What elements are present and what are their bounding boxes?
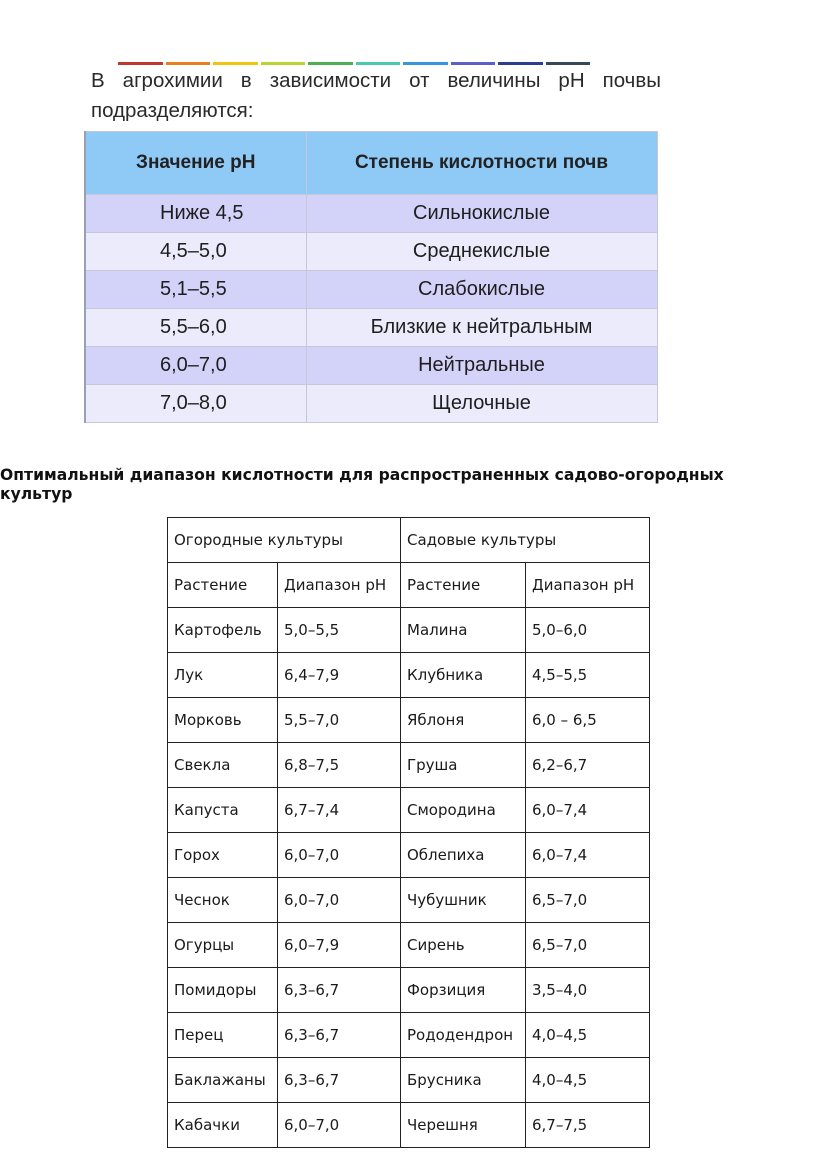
plant-header: Растение bbox=[168, 563, 278, 608]
garden-plant-name-cell: Груша bbox=[401, 743, 526, 788]
garden-plant-name-cell: Малина bbox=[401, 608, 526, 653]
garden-plant-ph-cell: 6,7–7,5 bbox=[526, 1103, 650, 1148]
vegetable-name-cell: Капуста bbox=[168, 788, 278, 833]
garden-plant-ph-cell: 6,5–7,0 bbox=[526, 878, 650, 923]
crops-table-row bbox=[168, 653, 650, 698]
acidity-degree-cell: Среднекислые bbox=[306, 233, 657, 271]
garden-plant-name-cell: Сирень bbox=[401, 923, 526, 968]
crops-table-row bbox=[168, 1058, 650, 1103]
garden-plant-name-cell: Яблоня bbox=[401, 698, 526, 743]
crops-table-row bbox=[168, 698, 650, 743]
vegetable-name-cell: Огурцы bbox=[168, 923, 278, 968]
color-segment bbox=[546, 62, 591, 65]
color-segment bbox=[403, 62, 448, 65]
ph-table-header-row bbox=[85, 132, 657, 195]
color-segment bbox=[356, 62, 401, 65]
crops-table-row bbox=[168, 833, 650, 878]
garden-plant-name-cell: Смородина bbox=[401, 788, 526, 833]
ph-value-cell: 5,5–6,0 bbox=[85, 309, 306, 347]
acidity-degree-cell: Нейтральные bbox=[306, 347, 657, 385]
ph-range-header: Диапазон pH bbox=[278, 563, 401, 608]
ph-table-row bbox=[85, 309, 657, 347]
vegetable-ph-cell: 5,5–7,0 bbox=[278, 698, 401, 743]
garden-plant-ph-cell: 6,5–7,0 bbox=[526, 923, 650, 968]
group-header-row bbox=[168, 518, 650, 563]
crops-table-row bbox=[168, 788, 650, 833]
vegetable-ph-cell: 6,3–6,7 bbox=[278, 1013, 401, 1058]
garden-plant-name-cell: Брусника bbox=[401, 1058, 526, 1103]
vegetable-ph-cell: 5,0–5,5 bbox=[278, 608, 401, 653]
color-segment bbox=[451, 62, 496, 65]
ph-value-cell: 6,0–7,0 bbox=[85, 347, 306, 385]
garden-plant-name-cell: Форзиция bbox=[401, 968, 526, 1013]
garden-plant-ph-cell: 6,0 – 6,5 bbox=[526, 698, 650, 743]
ph-table-row bbox=[85, 347, 657, 385]
vegetable-ph-cell: 6,4–7,9 bbox=[278, 653, 401, 698]
color-segment bbox=[213, 62, 258, 65]
crops-ph-table bbox=[167, 517, 650, 1148]
color-segment bbox=[166, 62, 211, 65]
vegetable-ph-cell: 6,7–7,4 bbox=[278, 788, 401, 833]
garden-plant-ph-cell: 6,2–6,7 bbox=[526, 743, 650, 788]
vegetable-name-cell: Чеснок bbox=[168, 878, 278, 923]
intro-text: В агрохимии в зависимости от величины pH почвы подразделяются: bbox=[91, 69, 661, 122]
crops-table-row bbox=[168, 1103, 650, 1148]
vegetable-name-cell: Картофель bbox=[168, 608, 278, 653]
garden-plant-name-cell: Клубника bbox=[401, 653, 526, 698]
garden-plant-ph-cell: 5,0–6,0 bbox=[526, 608, 650, 653]
crops-table-row bbox=[168, 608, 650, 653]
vegetable-ph-cell: 6,0–7,0 bbox=[278, 1103, 401, 1148]
color-segment bbox=[261, 62, 306, 65]
acidity-degree-cell: Близкие к нейтральным bbox=[306, 309, 657, 347]
vegetable-ph-cell: 6,0–7,9 bbox=[278, 923, 401, 968]
ph-table-row bbox=[85, 271, 657, 309]
vegetable-ph-cell: 6,8–7,5 bbox=[278, 743, 401, 788]
ph-value-cell: 5,1–5,5 bbox=[85, 271, 306, 309]
crops-table-row bbox=[168, 1013, 650, 1058]
vegetable-name-cell: Свекла bbox=[168, 743, 278, 788]
decorative-color-line bbox=[118, 62, 593, 65]
ph-value-cell: 4,5–5,0 bbox=[85, 233, 306, 271]
acidity-degree-header: Степень кислотности почв bbox=[306, 132, 657, 195]
vegetable-name-cell: Морковь bbox=[168, 698, 278, 743]
sub-header-row bbox=[168, 563, 650, 608]
acidity-degree-cell: Слабокислые bbox=[306, 271, 657, 309]
color-segment bbox=[308, 62, 353, 65]
ph-value-cell: 7,0–8,0 bbox=[85, 385, 306, 423]
garden-plant-ph-cell: 6,0–7,4 bbox=[526, 833, 650, 878]
color-segment bbox=[498, 62, 543, 65]
vegetable-name-cell: Лук bbox=[168, 653, 278, 698]
ph-range-header: Диапазон pH bbox=[526, 563, 650, 608]
plant-header: Растение bbox=[401, 563, 526, 608]
garden-crops-header: Садовые культуры bbox=[401, 518, 650, 563]
crops-table-row bbox=[168, 743, 650, 788]
vegetable-name-cell: Перец bbox=[168, 1013, 278, 1058]
ph-table-row bbox=[85, 233, 657, 271]
vegetable-name-cell: Баклажаны bbox=[168, 1058, 278, 1103]
vegetable-name-cell: Кабачки bbox=[168, 1103, 278, 1148]
garden-plant-ph-cell: 4,0–4,5 bbox=[526, 1013, 650, 1058]
ph-table-row bbox=[85, 195, 657, 233]
garden-plant-ph-cell: 6,0–7,4 bbox=[526, 788, 650, 833]
acidity-degree-cell: Щелочные bbox=[306, 385, 657, 423]
crops-table-row bbox=[168, 923, 650, 968]
vegetable-ph-cell: 6,3–6,7 bbox=[278, 968, 401, 1013]
vegetable-name-cell: Горох bbox=[168, 833, 278, 878]
ph-value-cell: Ниже 4,5 bbox=[85, 195, 306, 233]
vegetable-ph-cell: 6,0–7,0 bbox=[278, 833, 401, 878]
garden-plant-ph-cell: 4,0–4,5 bbox=[526, 1058, 650, 1103]
ph-value-header: Значение pH bbox=[85, 132, 306, 195]
ph-classification-table bbox=[84, 131, 658, 423]
garden-plant-name-cell: Черешня bbox=[401, 1103, 526, 1148]
vegetable-ph-cell: 6,3–6,7 bbox=[278, 1058, 401, 1103]
acidity-degree-cell: Сильнокислые bbox=[306, 195, 657, 233]
crops-table-row bbox=[168, 968, 650, 1013]
color-segment bbox=[118, 62, 163, 65]
garden-plant-name-cell: Облепиха bbox=[401, 833, 526, 878]
vegetable-ph-cell: 6,0–7,0 bbox=[278, 878, 401, 923]
crops-heading: Оптимальный диапазон кислотности для распространенных садово-огородных культур bbox=[0, 466, 724, 503]
ph-table-row bbox=[85, 385, 657, 423]
garden-plant-ph-cell: 4,5–5,5 bbox=[526, 653, 650, 698]
vegetable-name-cell: Помидоры bbox=[168, 968, 278, 1013]
garden-plant-ph-cell: 3,5–4,0 bbox=[526, 968, 650, 1013]
vegetable-crops-header: Огородные культуры bbox=[168, 518, 401, 563]
garden-plant-name-cell: Рододендрон bbox=[401, 1013, 526, 1058]
garden-plant-name-cell: Чубушник bbox=[401, 878, 526, 923]
crops-table-row bbox=[168, 878, 650, 923]
